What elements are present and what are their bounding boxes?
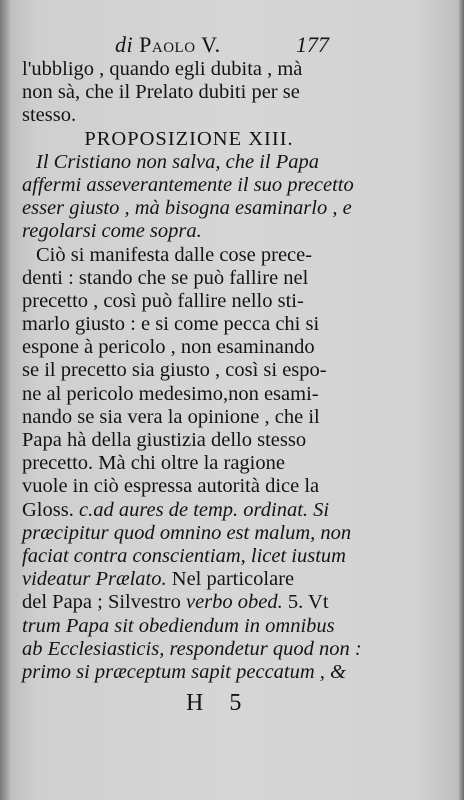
page-number: 177: [296, 32, 329, 57]
text-line: faciat contra conscientiam, licet iustum: [22, 544, 346, 567]
text-line: esser giusto , mà bisogna esaminarlo , e: [22, 197, 352, 220]
text-italic: c.ad aures de temp. ordinat. Si: [78, 498, 330, 521]
text-line: se il precetto sia giusto , così si espo-: [22, 359, 327, 382]
text-line: nando se sia vera la opinione , che il: [22, 405, 320, 428]
signature-mark: H 5: [186, 690, 252, 716]
section-heading: PROPOSIZIONE XIII.: [84, 127, 294, 150]
text-line: denti : stando che se può fallire nel: [22, 266, 309, 289]
text-line: ab Ecclesiasticis, respondetur quod non :: [22, 637, 362, 660]
running-head-name: Paolo V.: [139, 32, 221, 57]
text-line: precetto. Mà chi oltre la ragione: [22, 452, 285, 475]
text-line: Il Cristiano non salva, che il Papa: [36, 150, 319, 173]
text-line: præcipitur quod omnino est malum, non: [22, 521, 352, 544]
text-roman: Gloss.: [22, 498, 79, 521]
page-edge-shadow: [458, 0, 464, 800]
running-head-prefix: di: [115, 32, 134, 57]
text-line: Papa hà della giustizia dello stesso: [22, 429, 307, 451]
text-line: marlo giusto : e si come pecca chi si: [22, 313, 320, 336]
text-line: espone à pericolo , non esaminando: [22, 336, 315, 359]
text-italic: videatur Prælato.: [22, 568, 167, 591]
text-line: stesso.: [22, 104, 77, 127]
text-line: primo si præceptum sapit peccatum , &: [22, 660, 346, 683]
text-roman: del Papa ; Silvestro: [22, 591, 186, 614]
text-line: vuole in ciò espressa autorità dice la: [22, 475, 320, 498]
text-line: non sà, che il Prelato dubiti per se: [22, 81, 300, 104]
text-line: trum Papa sit obediendum in omnibus: [22, 614, 335, 637]
text-line: Ciò si manifesta dalle cose prece-: [36, 243, 313, 266]
text-roman: Nel particolare: [166, 568, 295, 591]
text-line: precetto , così può fallire nello sti-: [22, 289, 304, 312]
body-text: [22, 58, 362, 684]
text-line: affermi asseverantemente il suo precetto: [22, 173, 354, 196]
text-italic: verbo obed.: [185, 591, 283, 614]
page-gutter-shadow: [0, 0, 10, 800]
text-line: ne al pericolo medesimo,non esami-: [22, 382, 319, 405]
text-line-mixed: [22, 568, 344, 591]
text-roman: 5. Vt: [282, 591, 329, 614]
text-line-mixed: [22, 499, 344, 522]
text-line: l'ubbligo , quando egli dubita , mà: [22, 58, 303, 80]
text-line: regolarsi come sopra.: [22, 220, 202, 243]
text-line-mixed: [22, 591, 344, 614]
